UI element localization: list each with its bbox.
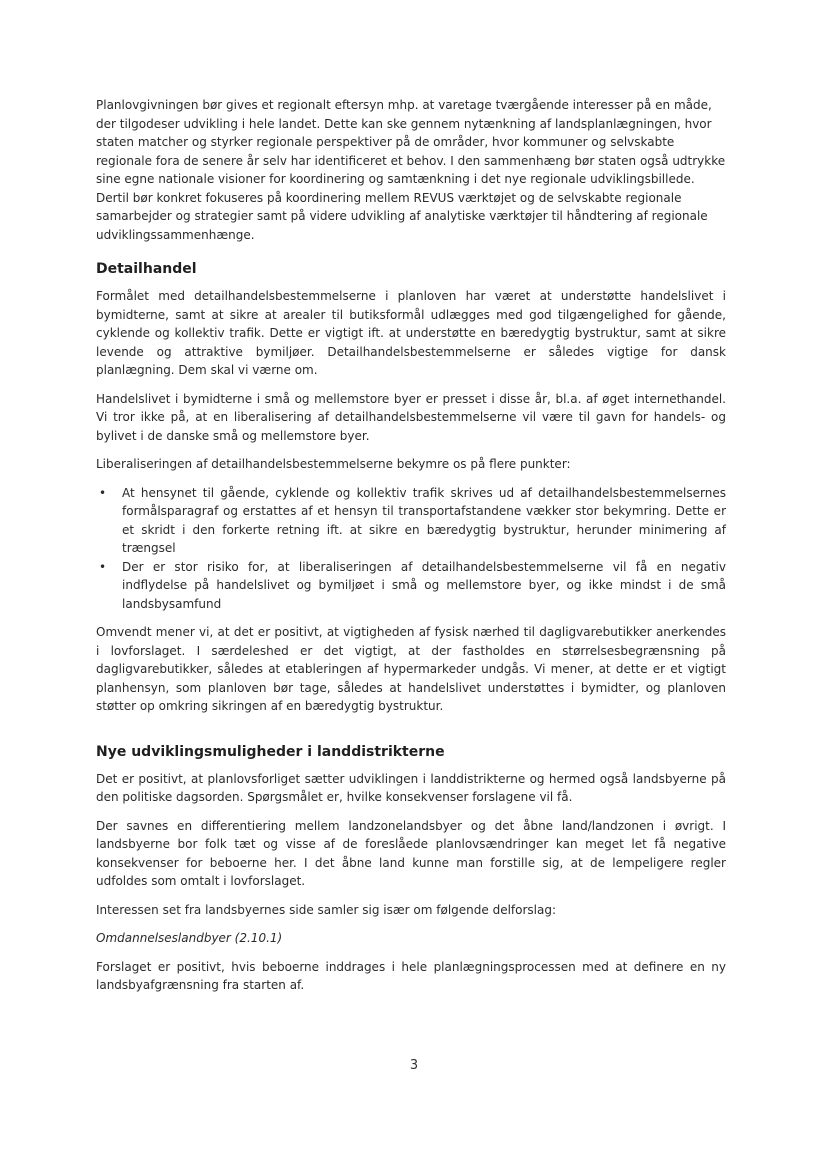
- bullet-text: At hensynet til gående, cyklende og kollektiv trafik skrives ud af detailhandelsbestemmelsernes formålsparagraf og erstattes af et hensyn til transportafstandene vækker stor bekymring. Dette er et skridt i den forkerte retning ift. at sikre en bæredygtig bystruktur, herunder minimering af trængsel: [122, 485, 726, 555]
- detailhandel-paragraph-1: Formålet med detailhandelsbestemmelserne i planloven har været at understøtte handelslivet i bymidterne, samt at sikre at arealer til butiksformål udlægges med god tilgængelighed for gående, cyklende og kollektiv trafik. Dette er vigtigt ift. at understøtte en bæredygtig bystruktur, samt at sikre levende og attraktive bymiljøer. Detailhandelsbestemmelserne er således vigtige for dansk planlægning. Dem skal vi værne om.: [96, 289, 726, 377]
- page-number: 3: [409, 1058, 419, 1073]
- list-item: [96, 484, 726, 558]
- bullet-icon: •: [99, 559, 107, 574]
- detailhandel-paragraph-4: Omvendt mener vi, at det er positivt, at vigtigheden af fysisk nærhed til dagligvarebutikker anerkendes i lovforslaget. I særdeleshed er det vigtigt, at der fastholdes en størrelsesbegrænsning på dagligvarebutikker, således at etableringen af hypermarkeder undgås. Vi mener, at dette er et vigtigt planhensyn, som planloven bør tage, således at handelslivet understøttes i bymidter, og planloven støtter op omkring sikringen af en bæredygtig bystruktur.: [96, 625, 726, 713]
- landdistrikter-paragraph-3: Interessen set fra landsbyernes side samler sig især om følgende delforslag:: [96, 902, 557, 917]
- detailhandel-paragraph-3: Liberaliseringen af detailhandelsbestemmelserne bekymre os på flere punkter:: [96, 457, 571, 471]
- detailhandel-bullet-list: [96, 484, 726, 614]
- list-item: [96, 558, 726, 614]
- landdistrikter-paragraph-2: Der savnes en differentiering mellem landzonelandsbyer og det åbne land/landzonen i øvrigt. I landsbyerne bor folk tæt og visse af de foreslåede planlovsændringer kan meget let få negative konsekvenser for beboerne her. I det åbne land kunne man forstille sig, at de lempeligere regler udfoldes som omtalt i lovforslaget.: [96, 818, 726, 888]
- landdistrikter-paragraph-1: Det er positivt, at planlovsforliget sætter udviklingen i landdistrikterne og hermed også landsbyerne på den politiske dagsorden. Spørgsmålet er, hvilke konsekvenser forslagene vil få.: [96, 771, 726, 804]
- heading-detailhandel: Detailhandel: [96, 261, 197, 277]
- subheading-omdannelseslandbyer: Omdannelseslandbyer (2.10.1): [96, 931, 283, 945]
- landdistrikter-paragraph-4: Forslaget er positivt, hvis beboerne inddrages i hele planlægningsprocessen med at definere en ny landsbyafgrænsning fra starten af.: [96, 959, 726, 992]
- document-page: [96, 96, 726, 995]
- detailhandel-paragraph-2: Handelslivet i bymidterne i små og mellemstore byer er presset i disse år, bl.a. af øget internethandel. Vi tror ikke på, at en liberalisering af detailhandelsbestemmelserne vil være til gavn for handels- og bylivet i de danske små og mellemstore byer.: [96, 391, 726, 443]
- bullet-text: Der er stor risiko for, at liberaliseringen af detailhandelsbestemmelserne vil få en negativ indflydelse på handelslivet og bymiljøet i små og mellemstore byer, og ikke mindst i de små landsbysamfund: [122, 559, 726, 611]
- intro-paragraph: Planlovgivningen bør gives et regionalt eftersyn mhp. at varetage tværgående interesser på en måde, der tilgodeser udvikling i hele landet. Dette kan ske gennem nytænkning af landsplanlægningen, hvor staten matcher og styrker regionale perspektiver på de områder, hvor kommuner og selvskabte regionale fora de senere år selv har identificeret et behov. I den sammenhæng bør staten også udtrykke sine egne nationale visioner for koordinering og samtænkning i det nye regionale udviklingsbillede. Dertil bør konkret fokuseres på koordinering mellem REVUS værktøjet og de selvskabte regionale samarbejder og strategier samt på videre udvikling af analytiske værktøjer til håndtering af regionale udviklingssammenhænge.: [96, 98, 726, 242]
- bullet-icon: •: [99, 485, 107, 500]
- heading-landdistrikter: Nye udviklingsmuligheder i landdistrikterne: [96, 743, 445, 760]
